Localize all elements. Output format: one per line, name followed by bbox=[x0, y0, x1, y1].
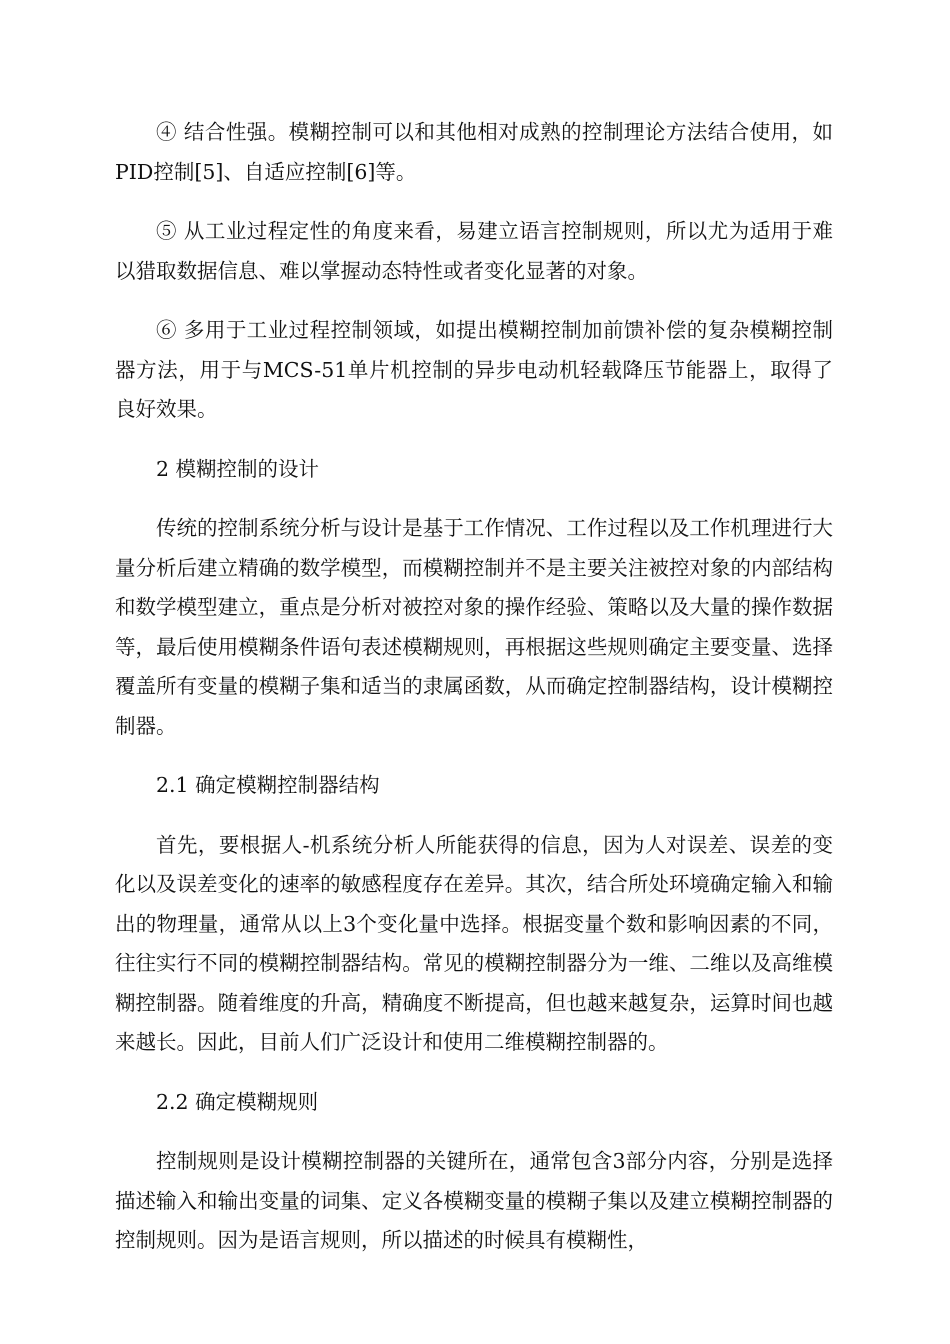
paragraph-item-6: ⑥ 多用于工业过程控制领域，如提出模糊控制加前馈补偿的复杂模糊控制器方法，用于与MCS-51单片机控制的异步电动机轻载降压节能器上，取得了良好效果。 bbox=[115, 318, 833, 421]
section-heading-2-1: 2.1 确定模糊控制器结构 bbox=[156, 773, 380, 797]
section-heading-2: 2 模糊控制的设计 bbox=[156, 456, 320, 481]
paragraph-section-2-2: 控制规则是设计模糊控制器的关键所在，通常包含3部分内容，分别是选择描述输入和输出变量的词集、定义各模糊变量的模糊子集以及建立模糊控制器的控制规则。因为是语言规则，所以描述的时候具有模糊性， bbox=[115, 1149, 833, 1252]
section-heading-2-2: 2.2 确定模糊规则 bbox=[156, 1089, 319, 1114]
paragraph-section-2-1: 首先，要根据人-机系统分析人所能获得的信息，因为人对误差、误差的变化以及误差变化的速率的敏感程度存在差异。其次，结合所处环境确定输入和输出的物理量，通常从以上3个变化量中选择。根据变量个数和影响因素的不同，往往实行不同的模糊控制器结构。常见的模糊控制器分为一维、二维以及高维模糊控制器。随着维度的升高，精确度不断提高，但也越来越复杂，运算时间也越来越长。因此，目前人们广泛设计和使用二维模糊控制器的。 bbox=[115, 832, 833, 1054]
paragraph-item-4: ④ 结合性强。模糊控制可以和其他相对成熟的控制理论方法结合使用，如PID控制[5]、自适应控制[6]等。 bbox=[115, 120, 833, 184]
paragraph-item-5: ⑤ 从工业过程定性的角度来看，易建立语言控制规则，所以尤为适用于难以猎取数据信息、难以掌握动态特性或者变化显著的对象。 bbox=[115, 219, 833, 283]
paragraph-section-2: 传统的控制系统分析与设计是基于工作情况、工作过程以及工作机理进行大量分析后建立精确的数学模型，而模糊控制并不是主要关注被控对象的内部结构和数学模型建立，重点是分析对被控对象的操作经验、策略以及大量的操作数据等，最后使用模糊条件语句表述模糊规则，再根据这些规则确定主要变量、选择覆盖所有变量的模糊子集和适当的隶属函数，从而确定控制器结构，设计模糊控制器。 bbox=[115, 516, 833, 738]
document-page bbox=[115, 113, 833, 1281]
